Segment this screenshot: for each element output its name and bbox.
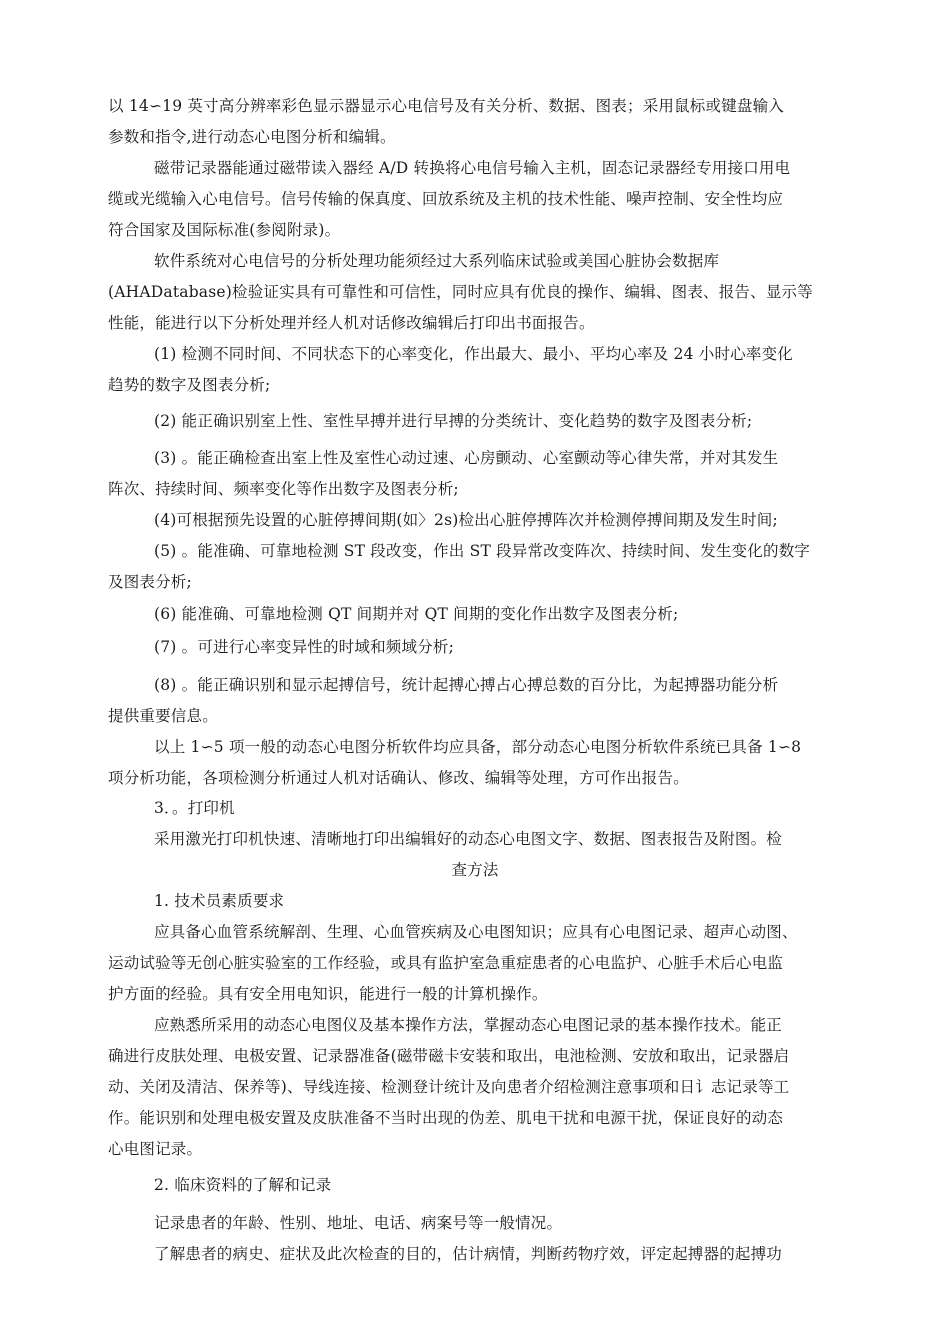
text-line: 动、关闭及清洁、保养等)、导线连接、检测登计统计及向患者介绍检测注意事项和日讠志记录等工 xyxy=(108,1078,790,1096)
text-line: 以上 1∽5 项一般的动态心电图分析软件均应具备，部分动态心电图分析软件系统已具备 1∽8 xyxy=(154,738,802,756)
text-line: 应熟悉所采用的动态心电图仪及基本操作方法，掌握动态心电图记录的基本操作技术。能正 xyxy=(154,1016,783,1034)
list-item: (4)可根据预先设置的心脏停搏间期(如〉2s)检出心脏停搏阵次并检测停搏间期及发生时间; xyxy=(154,511,778,529)
section-heading: 查方法 xyxy=(451,861,499,879)
text-line: 磁带记录器能通过磁带读入器经 A/D 转换将心电信号输入主机，固态记录器经专用接口用电 xyxy=(154,159,791,177)
list-item: (5) 。能准确、可靠地检测 ST 段改变，作出 ST 段异常改变阵次、持续时间、发生变化的数字 xyxy=(154,542,811,560)
text-line: 参数和指令,进行动态心电图分析和编辑。 xyxy=(108,128,396,146)
text-line: 趋势的数字及图表分析; xyxy=(108,376,271,394)
text-line: 提供重要信息。 xyxy=(108,707,218,725)
list-item: (1) 检测不同时间、不同状态下的心率变化，作出最大、最小、平均心率及 24 小时心率变化 xyxy=(154,345,793,363)
text-line: 确进行皮肤处理、电极安置、记录器准备(磁带磁卡安装和取出，电池检测、安放和取出，记录器启 xyxy=(108,1047,790,1065)
text-line: 记录患者的年龄、性别、地址、电话、病案号等一般情况。 xyxy=(154,1214,563,1232)
text-line: 护方面的经验。具有安全用电知识，能进行一般的计算机操作。 xyxy=(108,985,548,1003)
list-item: (3) 。能正确检查出室上性及室性心动过速、心房颤动、心室颤动等心律失常，并对其发生 xyxy=(154,449,779,467)
text-line: 心电图记录。 xyxy=(108,1140,203,1158)
text-line: 以 14∽19 英寸高分辨率彩色显示器显示心电信号及有关分析、数据、图表；采用鼠标或键盘输入 xyxy=(108,97,784,115)
text-line: 性能，能进行以下分析处理并经人机对话修改编辑后打印出书面报告。 xyxy=(108,314,595,332)
list-item: (6) 能准确、可靠地检测 QT 间期并对 QT 间期的变化作出数字及图表分析; xyxy=(154,605,679,623)
text-line: 符合国家及国际标准(参阅附录)。 xyxy=(108,221,341,239)
section-heading: 2. 临床资料的了解和记录 xyxy=(154,1176,332,1194)
text-line: 缆或光缆输入心电信号。信号传输的保真度、回放系统及主机的技术性能、噪声控制、安全性均应 xyxy=(108,190,784,208)
section-heading: 3．。打印机 xyxy=(154,799,235,817)
list-item: (7) 。可进行心率变异性的时域和频域分析; xyxy=(154,638,455,656)
text-line: 作。能识别和处理电极安置及皮肤准备不当时出现的伪差、肌电干扰和电源干扰，保证良好的动态 xyxy=(108,1109,784,1127)
text-line: 了解患者的病史、症状及此次检查的目的，估计病情，判断药物疗效，评定起搏器的起搏功 xyxy=(154,1245,783,1263)
text-line: 项分析功能，各项检测分析通过人机对话确认、修改、编辑等处理，方可作出报告。 xyxy=(108,769,689,787)
section-heading: 1. 技术员素质要求 xyxy=(154,892,285,910)
text-line: 阵次、持续时间、频率变化等作出数字及图表分析; xyxy=(108,480,459,498)
text-line: 及图表分析; xyxy=(108,573,192,591)
text-line: 运动试验等无创心脏实验室的工作经验，或具有监护室急重症患者的心电监护、心脏手术后心电监 xyxy=(108,954,784,972)
list-item: (8) 。能正确识别和显示起搏信号，统计起搏心搏占心搏总数的百分比，为起搏器功能分析 xyxy=(154,676,779,694)
text-line: 软件系统对心电信号的分析处理功能须经过大系列临床试验或美国心脏协会数据库 xyxy=(154,252,720,270)
text-line: 采用激光打印机快速、清晰地打印出编辑好的动态心电图文字、数据、图表报告及附图。检 xyxy=(154,830,783,848)
list-item: (2) 能正确识别室上性、室性早搏并进行早搏的分类统计、变化趋势的数字及图表分析; xyxy=(154,412,753,430)
text-line: (AHADatabase)检验证实具有可靠性和可信性，同时应具有优良的操作、编辑、图表、报告、显示等 xyxy=(108,283,813,301)
text-line: 应具备心血管系统解剖、生理、心血管疾病及心电图知识；应具有心电图记录、超声心动图、 xyxy=(154,923,798,941)
